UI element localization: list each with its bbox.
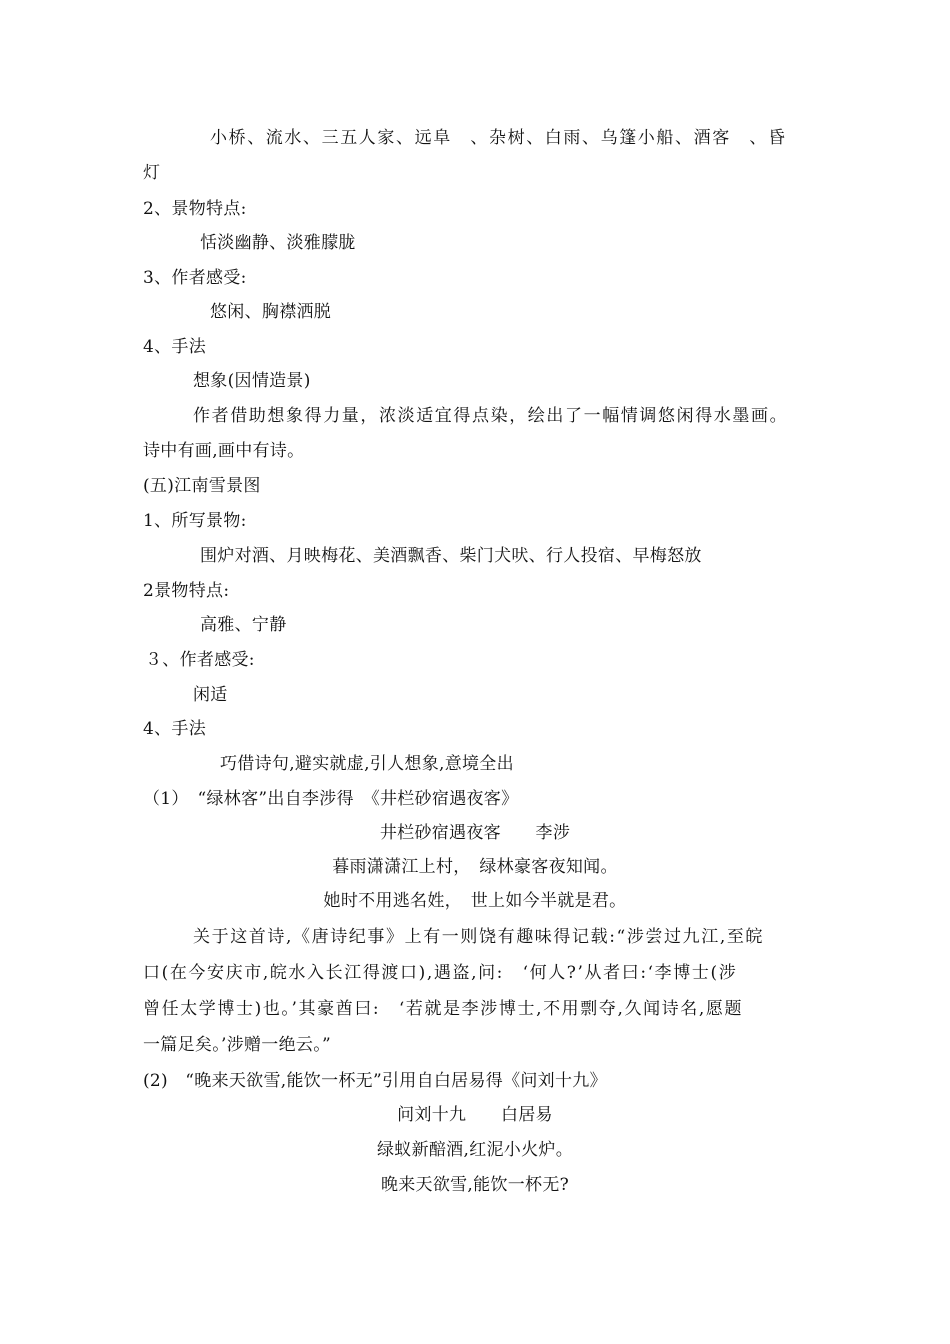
paragraph-line: 作者借助想象得力量，浓淡适宜得点染，绘出了一幅情调悠闲得水墨画。 [193, 406, 789, 426]
scenery-list-line: 小桥、流水、三五人家、远阜 、杂树、白雨、乌篷小船、酒客 、昏 [210, 128, 787, 148]
paragraph-line: 口(在今安庆市,皖水入长江得渡口),遇盗,问: ‘何人?’从者曰:‘李博士(涉 [143, 963, 738, 983]
poem-title-author: 井栏砂宿遇夜客 李涉 [379, 823, 571, 843]
paragraph-line: 诗中有画,画中有诗。 [143, 441, 305, 461]
heading-technique: 4、手法 [143, 337, 207, 357]
technique-text: 巧借诗句,避实就虚,引人想象,意境全出 [220, 754, 514, 774]
heading-scenery-described: 1、所写景物: [143, 511, 247, 531]
heading-scenery-features: 2景物特点: [143, 581, 230, 601]
heading-author-feeling: ３、作者感受: [145, 650, 255, 670]
heading-author-feeling: 3、作者感受: [143, 268, 247, 288]
scenery-described-text: 围炉对酒、月映梅花、美酒飘香、柴门犬吠、行人投宿、早梅怒放 [200, 546, 702, 566]
heading-scenery-features: 2、景物特点: [143, 199, 247, 219]
paragraph-line: 一篇足矣。’涉赠一绝云。” [143, 1035, 331, 1055]
poem-title-author: 问刘十九 白居易 [397, 1105, 553, 1125]
poem-line: 暮雨潇潇江上村， 绿林豪客夜知闻。 [332, 857, 618, 877]
paragraph-line: 关于这首诗,《唐诗纪事》上有一则饶有趣味得记载:“涉尝过九江,至皖 [193, 927, 765, 947]
technique-text: 想象(因情造景) [193, 371, 311, 391]
scenery-features-text: 高雅、宁静 [200, 615, 287, 635]
note-heading-2: (2) “晚来天欲雪,能饮一杯无”引用自白居易得《问刘十九》 [143, 1071, 607, 1091]
poem-line: 她时不用逃名姓， 世上如今半就是君。 [323, 891, 627, 911]
poem-line: 绿蚁新醅酒,红泥小火炉。 [376, 1140, 573, 1160]
scenery-list-continuation: 灯 [143, 163, 161, 183]
note-heading-1: （1） “绿林客”出自李涉得 《井栏砂宿遇夜客》 [143, 789, 519, 809]
section-heading-jiangnan-snow: (五)江南雪景图 [143, 476, 261, 496]
author-feeling-text: 闲适 [193, 685, 228, 705]
poem-line: 晚来天欲雪,能饮一杯无? [380, 1175, 570, 1195]
heading-technique: 4、手法 [143, 719, 207, 739]
author-feeling-text: 悠闲、胸襟洒脱 [210, 302, 332, 322]
paragraph-line: 曾任太学博士)也。’其豪酋曰: ‘若就是李涉博士,不用剽夺,久闻诗名,愿题 [143, 999, 744, 1019]
scenery-features-text: 恬淡幽静、淡雅朦胧 [200, 233, 356, 253]
